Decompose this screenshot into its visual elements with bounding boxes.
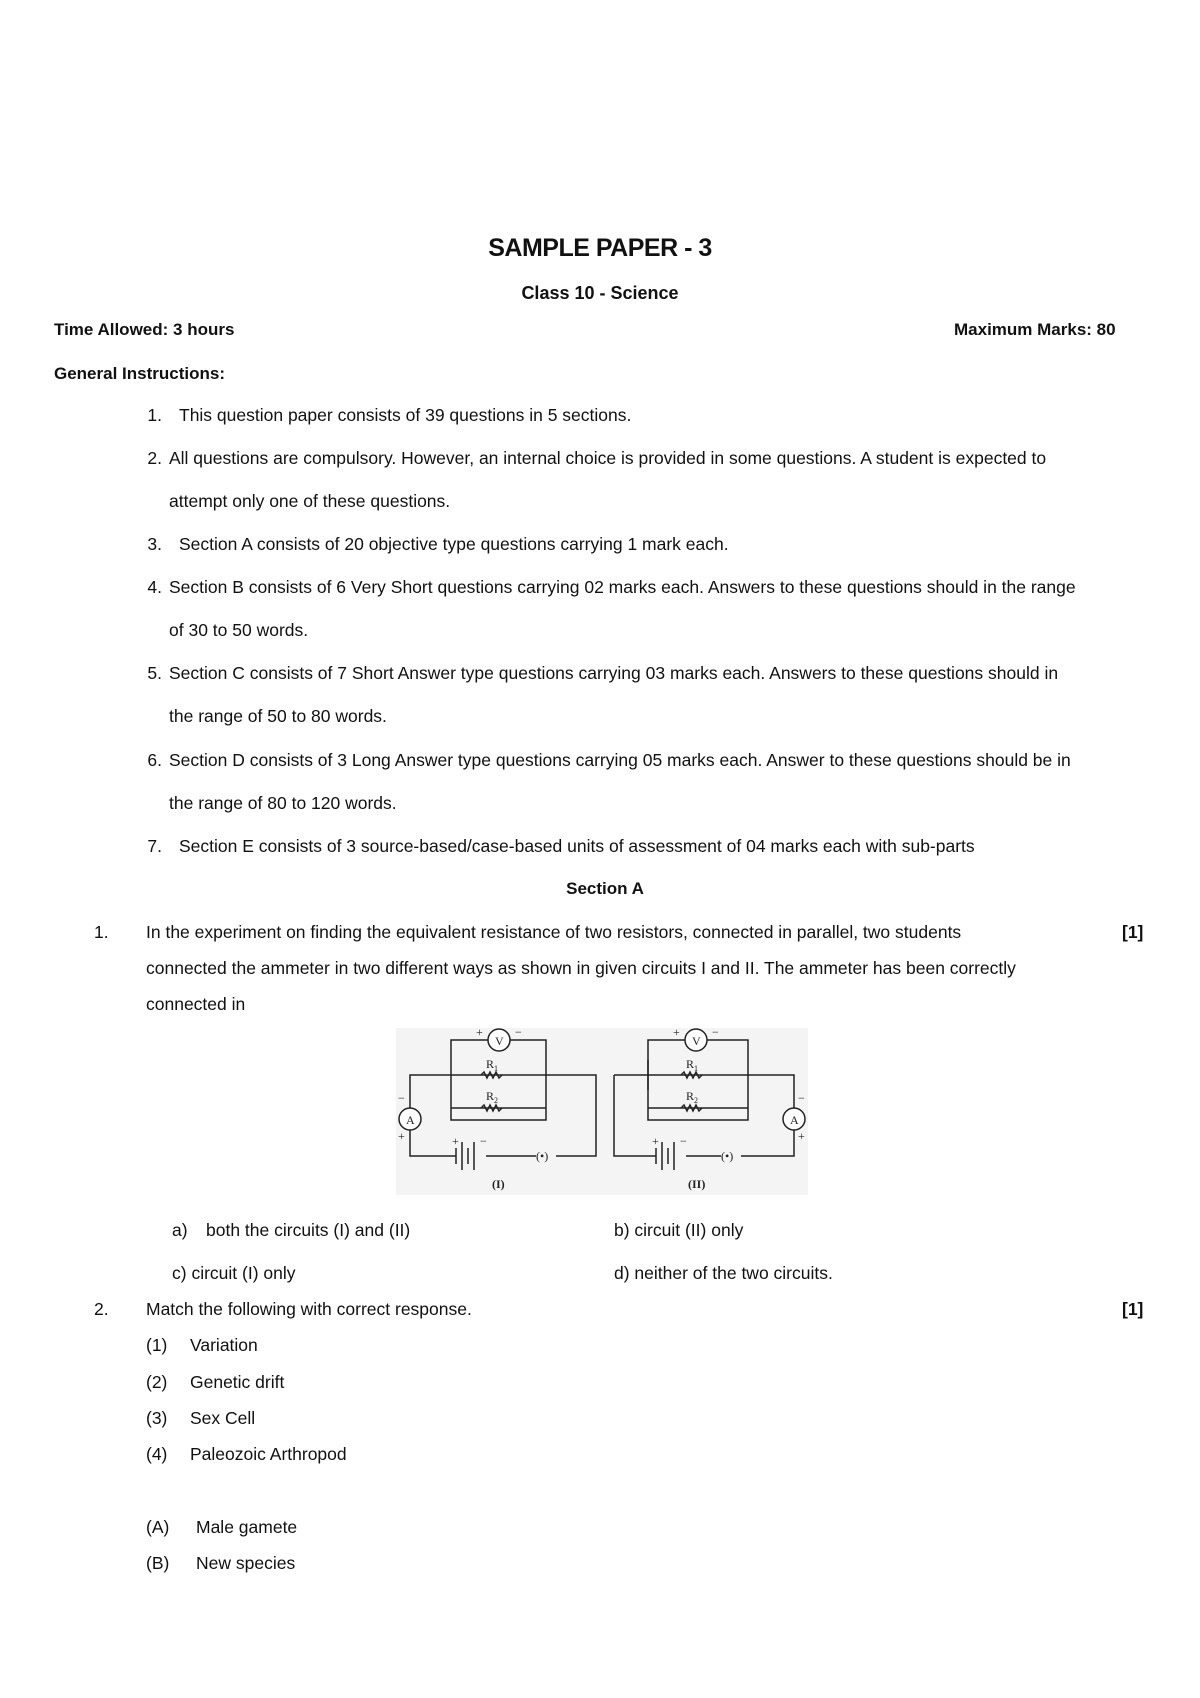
- time-allowed: Time Allowed: 3 hours: [54, 320, 235, 339]
- resistor-r2-label: R: [686, 1089, 695, 1103]
- circuit-1-left-wire: [410, 1075, 451, 1108]
- instruction-continuation: the range of 50 to 80 words.: [169, 706, 387, 726]
- list-item-label: (2): [146, 1372, 168, 1392]
- question-marks: [1]: [1122, 1299, 1144, 1319]
- option-d: d) neither of the two circuits.: [614, 1263, 833, 1283]
- question-text-line: connected in: [146, 994, 246, 1014]
- resistor-r1-subscript: 1: [494, 1064, 498, 1073]
- paper-title: SAMPLE PAPER - 3: [488, 234, 712, 262]
- question-number: 2.: [94, 1299, 109, 1319]
- ammeter-plus: +: [398, 1129, 405, 1143]
- circuit-1-label: (I): [492, 1177, 505, 1191]
- option-a: both the circuits (I) and (II): [206, 1220, 411, 1240]
- circuit-1-bottom-wire: [410, 1130, 456, 1156]
- list-item: Variation: [190, 1335, 258, 1355]
- list-item: Paleozoic Arthropod: [190, 1444, 347, 1464]
- ammeter-plus: +: [798, 1129, 805, 1143]
- ammeter-minus: −: [798, 1091, 805, 1105]
- list-item: Genetic drift: [190, 1372, 285, 1392]
- circuit-2-left-wire: [614, 1060, 648, 1090]
- circuit-2-bottom-left-wire: [614, 1075, 656, 1156]
- battery-minus: −: [680, 1134, 687, 1148]
- question-text: Match the following with correct response.: [146, 1299, 472, 1319]
- option-c: c) circuit (I) only: [172, 1263, 296, 1283]
- voltmeter-symbol: V: [495, 1034, 504, 1048]
- question-text-line: In the experiment on finding the equivalent resistance of two resistors, connected in parallel, two students: [146, 922, 962, 942]
- option-b: b) circuit (II) only: [614, 1220, 744, 1240]
- list-item-label: (A): [146, 1517, 170, 1537]
- list-item: New species: [196, 1553, 296, 1573]
- battery-plus: +: [652, 1134, 659, 1148]
- resistor-r2-subscript: 2: [494, 1096, 498, 1105]
- section-a-heading: Section A: [566, 879, 644, 898]
- question-marks: [1]: [1122, 922, 1144, 942]
- resistor-r1-subscript: 1: [694, 1064, 698, 1073]
- paper-subtitle: Class 10 - Science: [521, 283, 679, 303]
- ammeter-symbol: A: [790, 1113, 799, 1127]
- resistor-r2-label: R: [486, 1089, 495, 1103]
- list-item: Male gamete: [196, 1517, 298, 1537]
- voltmeter-plus: +: [673, 1028, 680, 1039]
- plug-key: (•): [721, 1149, 734, 1163]
- list-item-label: (1): [146, 1335, 168, 1355]
- circuit-1-right-wire: [546, 1075, 596, 1156]
- maximum-marks: Maximum Marks: 80: [954, 320, 1116, 339]
- voltmeter-minus: −: [712, 1028, 719, 1039]
- instructions-heading: General Instructions:: [54, 364, 225, 383]
- list-item-label: (4): [146, 1444, 168, 1464]
- instruction-continuation: the range of 80 to 120 words.: [169, 793, 397, 813]
- option-a-label: a): [172, 1220, 188, 1240]
- voltmeter-minus: −: [515, 1028, 522, 1039]
- instruction-continuation: attempt only one of these questions.: [169, 491, 451, 511]
- battery-minus: −: [480, 1134, 487, 1148]
- resistor-r1-label: R: [486, 1057, 495, 1071]
- plug-key: (•): [536, 1149, 549, 1163]
- voltmeter-symbol: V: [692, 1034, 701, 1048]
- list-item: Sex Cell: [190, 1408, 256, 1428]
- battery-plus: +: [452, 1134, 459, 1148]
- instruction-continuation: of 30 to 50 words.: [169, 620, 309, 640]
- circuit-2-label: (II): [688, 1177, 706, 1191]
- resistor-r1-label: R: [686, 1057, 695, 1071]
- circuit-diagram: [396, 1028, 808, 1195]
- ammeter-symbol: A: [406, 1113, 415, 1127]
- list-item-label: (3): [146, 1408, 168, 1428]
- ammeter-minus: −: [398, 1091, 405, 1105]
- question-text-line: connected the ammeter in two different ways as shown in given circuits I and II. The ammeter has been correctly: [146, 958, 1016, 978]
- question-number: 1.: [94, 922, 109, 942]
- voltmeter-plus: +: [476, 1028, 483, 1039]
- list-item-label: (B): [146, 1553, 170, 1573]
- resistor-r2-subscript: 2: [694, 1096, 698, 1105]
